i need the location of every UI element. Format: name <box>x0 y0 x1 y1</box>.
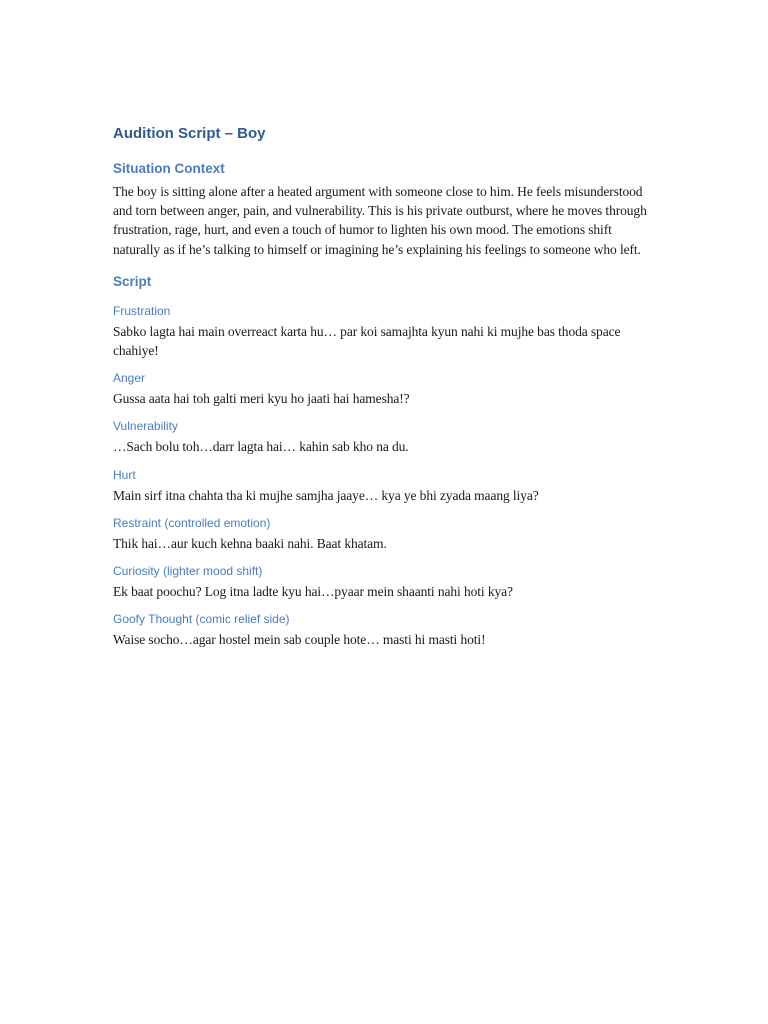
emotion-label: Anger <box>113 371 146 386</box>
emotion-label: Curiosity (lighter mood shift) <box>113 564 263 579</box>
document-page <box>113 124 658 659</box>
script-line: Gussa aata hai toh galti meri kyu ho jaati hai hamesha!? <box>113 391 410 407</box>
emotion-label: Vulnerability <box>113 419 178 434</box>
script-section-curiosity <box>113 563 658 601</box>
script-heading: Script <box>113 273 152 289</box>
script-section-hurt <box>113 467 658 505</box>
script-line: Main sirf itna chahta tha ki mujhe samjha jaaye… kya ye bhi zyada maang liya? <box>113 487 539 503</box>
script-line: Sabko lagta hai main overreact karta hu… par koi samajhta kyun nahi ki mujhe bas thoda space chahiye! <box>113 323 621 359</box>
context-heading: Situation Context <box>113 161 225 176</box>
script-section-frustration <box>113 303 658 360</box>
script-line: Thik hai…aur kuch kehna baaki nahi. Baat khatam. <box>113 535 387 551</box>
script-line: …Sach bolu toh…darr lagta hai… kahin sab kho na du. <box>113 439 409 455</box>
script-section-goofy-thought <box>113 611 658 649</box>
script-section-restraint <box>113 515 658 553</box>
emotion-label: Restraint (controlled emotion) <box>113 515 271 530</box>
script-line: Waise socho…agar hostel mein sab couple hote… masti hi masti hoti! <box>113 632 486 648</box>
document-title: Audition Script – Boy <box>113 125 266 142</box>
emotion-label: Frustration <box>113 303 171 318</box>
script-line: Ek baat poochu? Log itna ladte kyu hai…pyaar mein shaanti nahi hoti kya? <box>113 584 513 600</box>
script-section-anger <box>113 370 658 408</box>
script-section-vulnerability <box>113 418 658 456</box>
emotion-label: Goofy Thought (comic relief side) <box>113 612 290 627</box>
emotion-label: Hurt <box>113 467 136 482</box>
context-body: The boy is sitting alone after a heated argument with someone close to him. He feels misunderstood and torn between anger, pain, and vulnerability. This is his private outburst, where he moves through frustration, rage, hurt, and even a touch of humor to lighten his own mood. The emotions shift naturally as if he’s talking to himself or imagining he’s explaining his feelings to someone who left. <box>113 184 647 257</box>
